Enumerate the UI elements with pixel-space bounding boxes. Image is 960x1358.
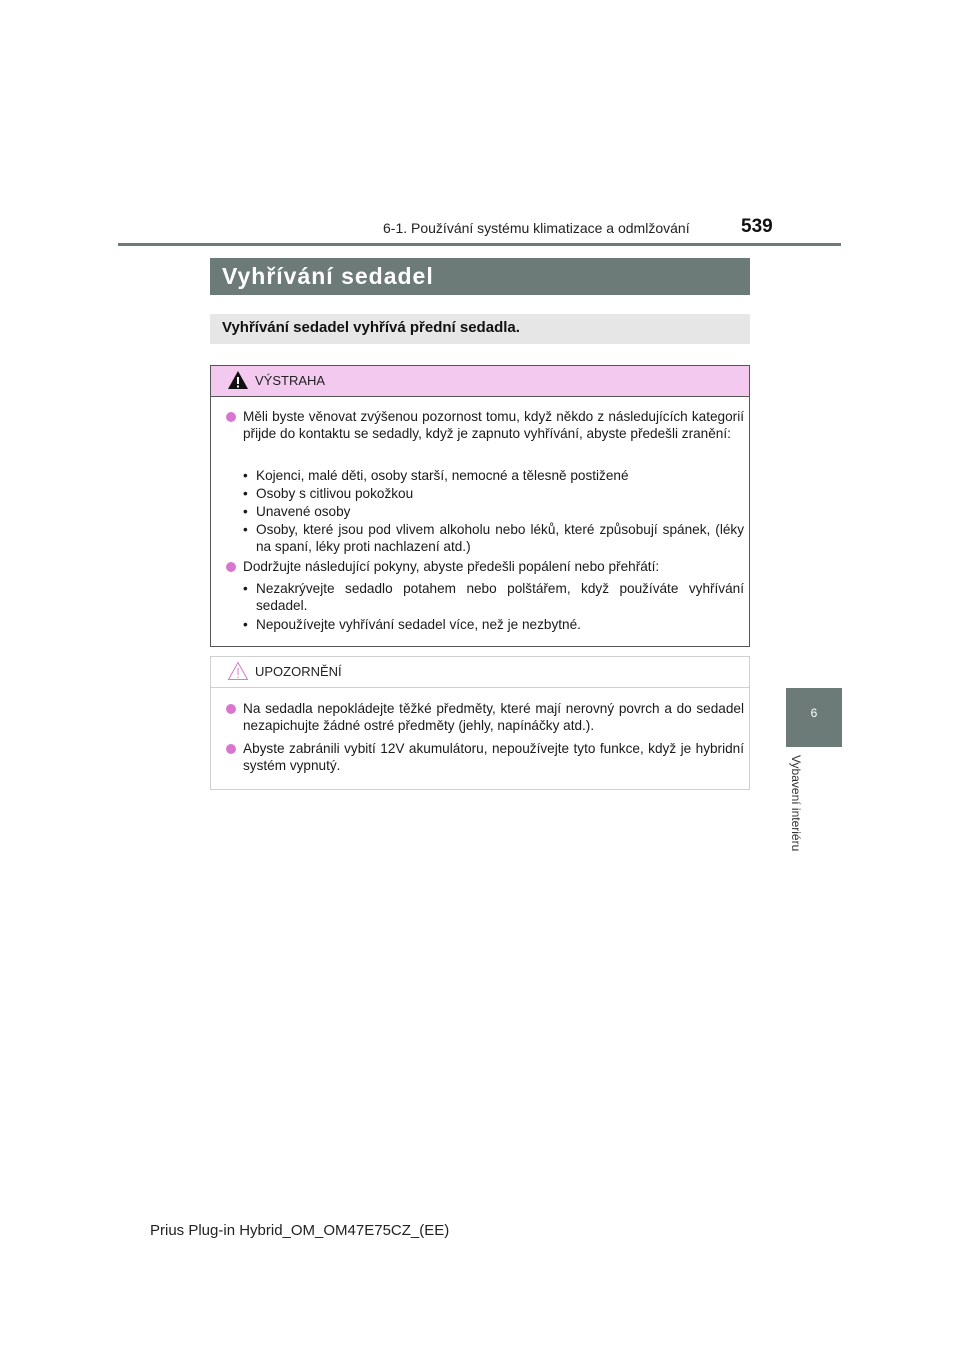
- warning-subitem: • Osoby, které jsou pod vlivem alkoholu nebo léků, které způsobují spánek, (léky na spaní, léky proti nachlazení atd.): [243, 522, 744, 554]
- warning-box: [210, 365, 750, 647]
- warning-header: [211, 366, 749, 397]
- caution-item: Abyste zabránili vybití 12V akumulátoru, nepoužívejte tyto funkce, když je hybridní systém vypnutý.: [226, 740, 744, 774]
- warning-item: Dodržujte následující pokyny, abyste předešli popálení nebo přehřátí:: [226, 558, 744, 575]
- warning-icon: [227, 370, 249, 390]
- warning-subitem: • Kojenci, malé děti, osoby starší, nemocné a tělesně postižené: [243, 468, 629, 483]
- caution-title: UPOZORNĚNÍ: [255, 664, 342, 679]
- chapter-tab: [786, 688, 842, 747]
- section-intro: Vyhřívání sedadel vyhřívá přední sedadla.: [222, 319, 520, 336]
- chapter-side-label: [786, 755, 808, 875]
- caution-header: [211, 657, 749, 688]
- header-divider: [118, 243, 841, 246]
- section-title: Vyhřívání sedadel: [222, 263, 434, 289]
- bullet-icon: [226, 412, 236, 422]
- warning-subitem: • Unavené osoby: [243, 504, 351, 519]
- bullet-icon: [226, 704, 236, 714]
- chapter-side-label-text: Vybavení interiéru: [789, 755, 803, 852]
- warning-title: VÝSTRAHA: [255, 373, 326, 388]
- caution-icon: [227, 661, 249, 681]
- warning-subitem: • Nezakrývejte sedadlo potahem nebo polštářem, když používáte vyhřívání sedadel.: [243, 581, 744, 613]
- page-number: 539: [741, 216, 773, 237]
- section-intro-box: [210, 314, 750, 344]
- warning-subitem: • Osoby s citlivou pokožkou: [243, 486, 414, 501]
- caution-item: Na sedadla nepokládejte těžké předměty, které mají nerovný povrch a do sedadel nezapichujte žádné ostré předměty (jehly, napínáčky atd.).: [226, 700, 744, 734]
- warning-item: Měli byste věnovat zvýšenou pozornost tomu, když někdo z následujících kategorií přijde do kontaktu se sedadly, když je zapnuto vyhřívání, abyste předešli zranění:: [226, 408, 744, 442]
- chapter-title: 6-1. Používání systému klimatizace a odmlžování: [383, 220, 690, 236]
- section-title-bar: [210, 258, 750, 295]
- warning-subitem: • Nepoužívejte vyhřívání sedadel více, než je nezbytné.: [243, 617, 581, 632]
- caution-box: [210, 656, 750, 790]
- footer-document-id: Prius Plug-in Hybrid_OM_OM47E75CZ_(EE): [150, 1222, 450, 1239]
- bullet-icon: [226, 744, 236, 754]
- chapter-tab-number: 6: [810, 706, 818, 720]
- bullet-icon: [226, 562, 236, 572]
